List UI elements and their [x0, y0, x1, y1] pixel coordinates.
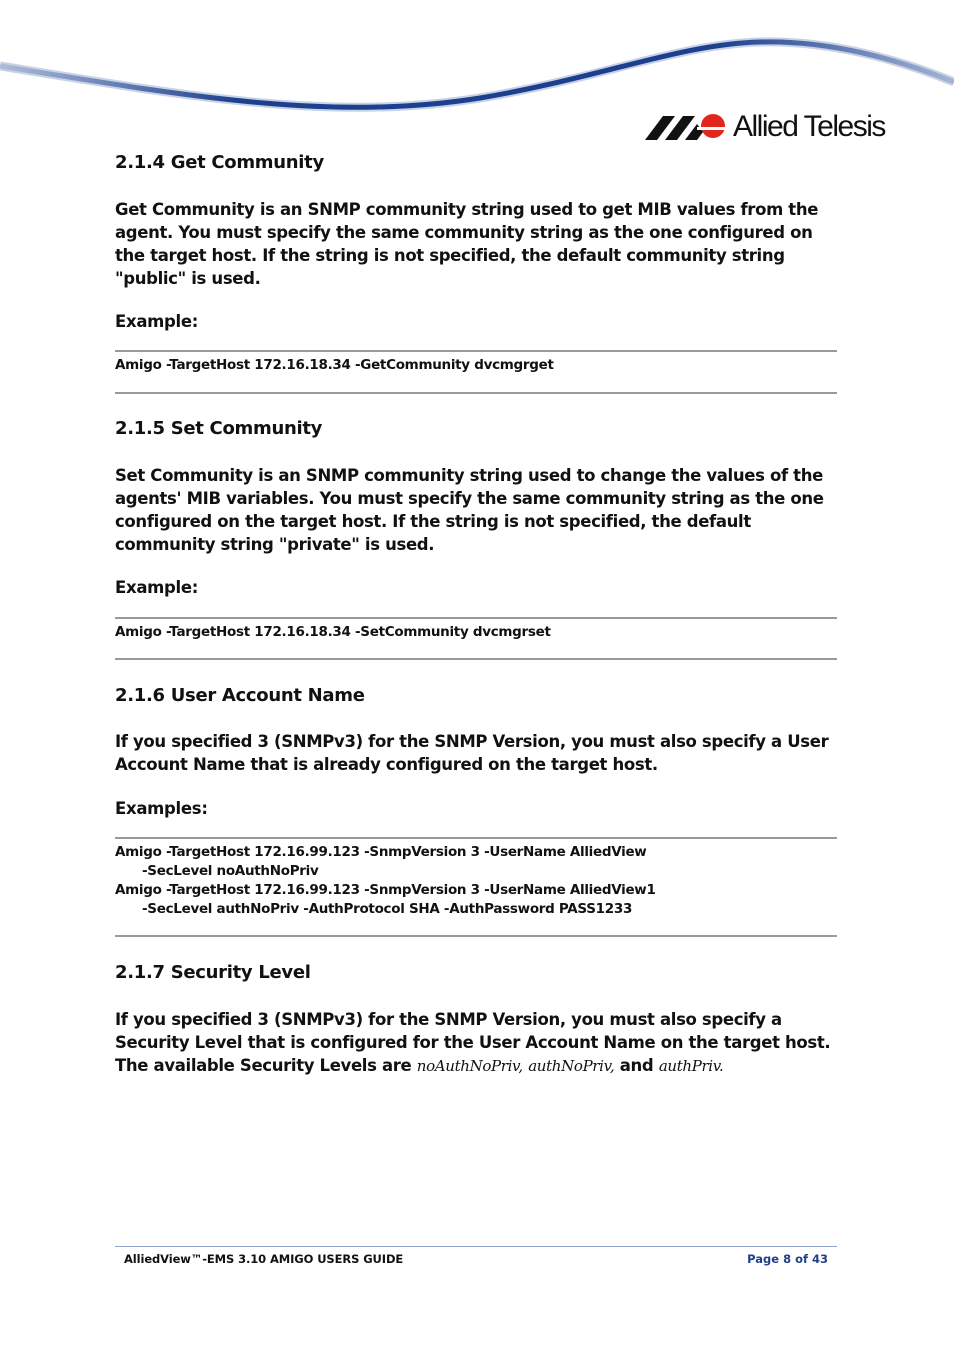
footer-document-title: AlliedView™-EMS 3.10 AMIGO USERS GUIDE [124, 1252, 404, 1266]
footer-divider [115, 1246, 837, 1247]
example-label: Example: [115, 312, 199, 331]
body-text: and [619, 1056, 654, 1075]
code-divider [115, 837, 837, 839]
code-example [115, 356, 554, 375]
section-body [115, 1008, 845, 1078]
allied-telesis-logo [645, 108, 905, 148]
section-body: Get Community is an SNMP community string used to get MIB values from the agent. You must specify the same community string as the one configured on the target host. If the string is not specified, the default community string "public" is used. [115, 200, 819, 288]
security-level-term: authNoPriv, [528, 1057, 615, 1075]
section-heading: 2.1.4 Get Community [115, 152, 324, 173]
code-line: -SecLevel authNoPriv -AuthProtocol SHA -AuthPassword PASS1233 [142, 901, 633, 917]
code-line: Amigo -TargetHost 172.16.18.34 -GetCommunity dvcmgrget [115, 357, 554, 373]
footer-page-number: Page 8 of 43 [747, 1252, 828, 1266]
section-body: Set Community is an SNMP community string used to change the values of the agents' MIB variables. You must specify the same community string as the one configured on the target host. If the string is not specified, the default community string "private" is used. [115, 466, 824, 554]
body-text: If you specified 3 (SNMPv3) for the SNMP Version, you must also specify a Security Level that is configured for the User Account Name on the target host. The available Security Levels are [115, 1010, 831, 1075]
code-divider [115, 617, 837, 619]
example-label: Examples: [115, 799, 208, 818]
code-divider [115, 935, 837, 937]
code-example [115, 843, 656, 919]
code-divider [115, 392, 837, 394]
section-heading: 2.1.6 User Account Name [115, 685, 365, 706]
code-line: Amigo -TargetHost 172.16.99.123 -SnmpVersion 3 -UserName AlliedView [115, 844, 647, 860]
example-label: Example: [115, 578, 199, 597]
logo-mark-icon [645, 112, 729, 146]
code-line: Amigo -TargetHost 172.16.99.123 -SnmpVersion 3 -UserName AlliedView1 [115, 882, 656, 898]
section-body: If you specified 3 (SNMPv3) for the SNMP Version, you must also specify a User Account Name that is already configured on the target host. [115, 732, 829, 774]
code-line: Amigo -TargetHost 172.16.18.34 -SetCommunity dvcmgrset [115, 624, 551, 640]
code-example [115, 623, 551, 642]
section-heading: 2.1.7 Security Level [115, 962, 311, 983]
security-level-term: authPriv. [658, 1057, 724, 1075]
code-line: -SecLevel noAuthNoPriv [142, 863, 319, 879]
security-level-term: noAuthNoPriv, [416, 1057, 523, 1075]
code-divider [115, 658, 837, 660]
code-divider [115, 350, 837, 352]
logo-text: Allied Telesis [733, 110, 885, 143]
section-heading: 2.1.5 Set Community [115, 418, 323, 439]
